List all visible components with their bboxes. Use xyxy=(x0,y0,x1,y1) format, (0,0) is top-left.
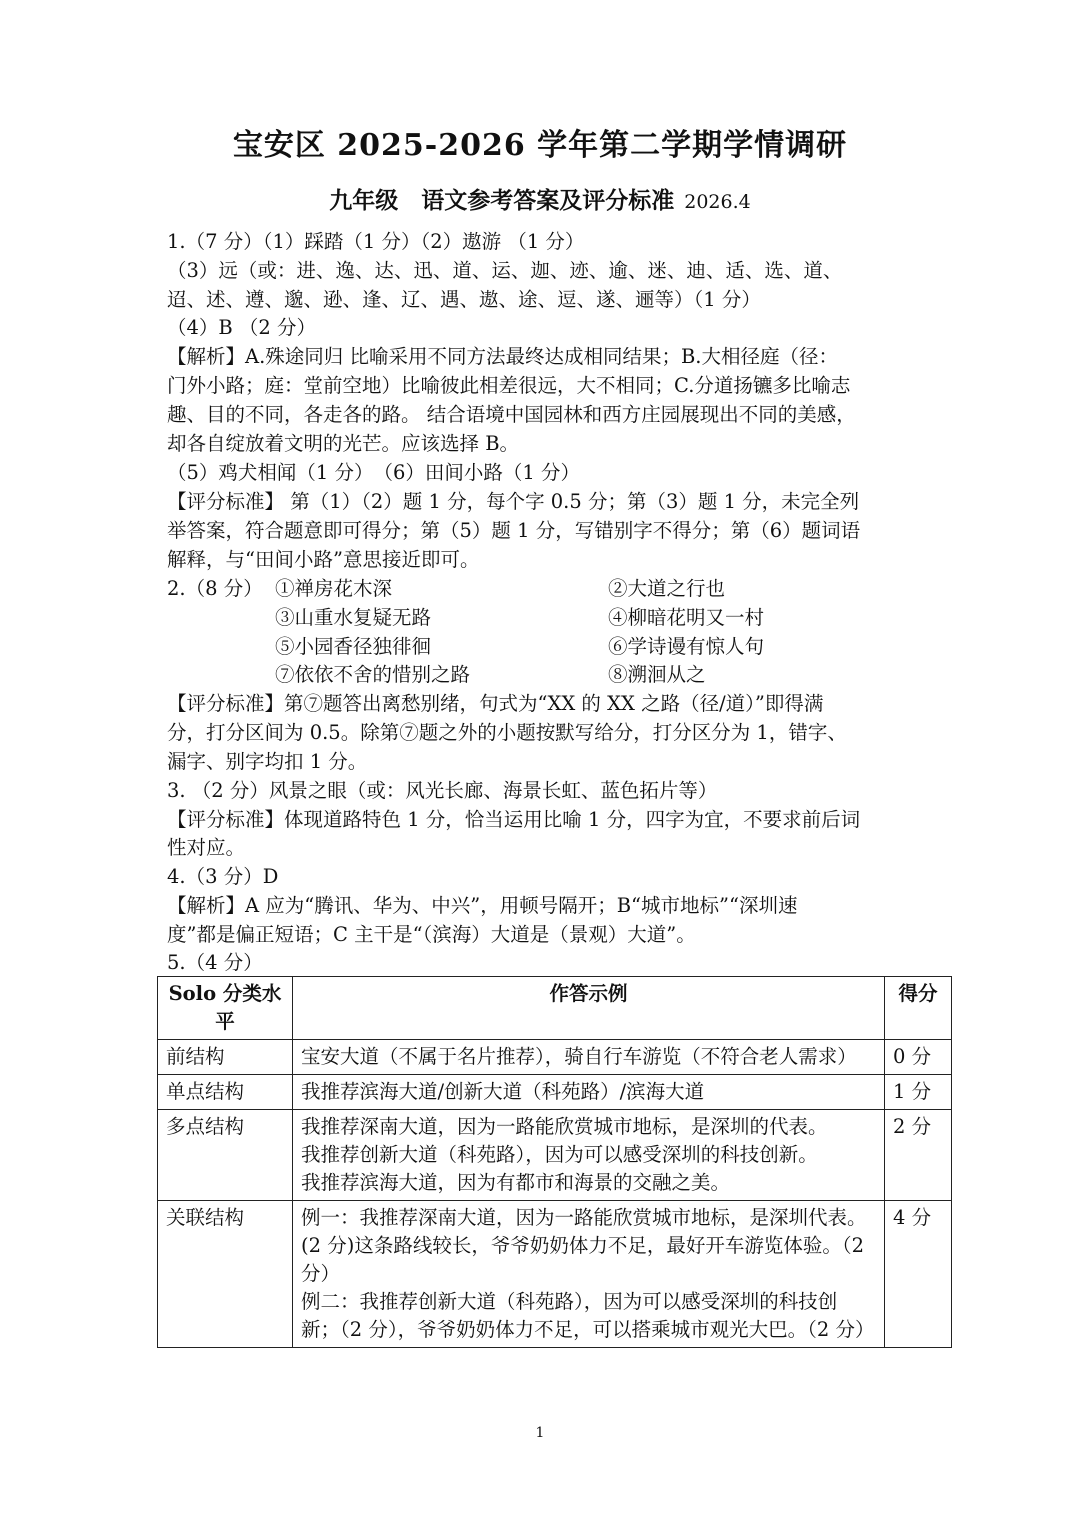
q2-answer: ⑧溯洄从之 xyxy=(608,663,706,686)
text-line: 迢、述、遵、邈、逊、逢、辽、遇、遨、途、逗、遂、逦等）（1 分） xyxy=(167,288,761,311)
page-number: 1 xyxy=(535,1425,545,1441)
q2-answer: ⑥学诗谩有惊人句 xyxy=(608,635,765,658)
solo-scoring-table xyxy=(157,976,952,1348)
document-title: 宝安区 2025-2026 学年第二学期学情调研 xyxy=(232,128,848,163)
table-row xyxy=(158,1110,952,1201)
example-cell: 我推荐深南大道，因为一路能欣赏城市地标，是深圳的代表。 我推荐创新大道（科苑路），因为可以感受深圳的科技创新。 我推荐滨海大道，因为有都市和海景的交融之美。 xyxy=(293,1110,885,1201)
text-line: 5.（4 分） xyxy=(167,951,263,974)
table-header-row xyxy=(158,977,952,1040)
level-cell: 前结构 xyxy=(158,1040,293,1075)
q2-answer: ②大道之行也 xyxy=(608,577,726,600)
text-line: 3. （2 分）风景之眼（或：风光长廊、海景长虹、蓝色拓片等） xyxy=(167,779,718,802)
q2-answer: ④柳暗花明又一村 xyxy=(608,606,765,629)
table-header-level: Solo 分类水平 xyxy=(158,977,293,1040)
score-cell: 0 分 xyxy=(885,1040,952,1075)
level-cell: 多点结构 xyxy=(158,1110,293,1201)
table-header-score: 得分 xyxy=(885,977,952,1040)
q2-answer: ⑤小园香径独徘徊 xyxy=(275,635,432,658)
q2-head: 2.（8 分） xyxy=(167,577,263,600)
table-row xyxy=(158,1201,952,1348)
text-line: （4）B （2 分） xyxy=(167,316,317,339)
text-line: 【评分标准】体现道路特色 1 分，恰当运用比喻 1 分，四字为宜，不要求前后词 xyxy=(167,808,861,831)
text-line: 趣、目的不同，各走各的路。 结合语境中国园林和西方庄园展现出不同的美感， xyxy=(167,403,856,426)
example-cell: 宝安大道（不属于名片推荐），骑自行车游览（不符合老人需求） xyxy=(293,1040,885,1075)
text-line: 【解析】A.殊途同归 比喻采用不同方法最终达成相同结果；B.大相径庭（径： xyxy=(167,345,839,368)
q2-answer: ③山重水复疑无路 xyxy=(275,606,432,629)
document-date: 2026.4 xyxy=(684,191,751,213)
text-line: 门外小路；庭：堂前空地）比喻彼此相差很远，大不相同；C.分道扬镳多比喻志 xyxy=(167,374,851,397)
text-line: 举答案，符合题意即可得分；第（5）题 1 分，写错别字不得分；第（6）题词语 xyxy=(167,519,861,542)
score-cell: 1 分 xyxy=(885,1075,952,1110)
example-cell: 我推荐滨海大道/创新大道（科苑路）/滨海大道 xyxy=(293,1075,885,1110)
text-line: 4.（3 分）D xyxy=(167,865,279,888)
document-subtitle xyxy=(0,182,1080,215)
q2-answer: ⑦依依不舍的惜别之路 xyxy=(275,663,471,686)
subtitle-text: 九年级 语文参考答案及评分标准 xyxy=(329,187,675,214)
text-line: （5）鸡犬相闻（1 分） （6）田间小路（1 分） xyxy=(167,461,581,484)
text-line: 【评分标准】第⑦题答出离愁别绪，句式为“XX 的 XX 之路（径/道）”即得满 xyxy=(167,692,824,715)
score-cell: 4 分 xyxy=(885,1201,952,1348)
text-line: 1.（7 分）（1）踩踏（1 分）（2）遨游 （1 分） xyxy=(167,230,585,253)
q2-answer: ①禅房花木深 xyxy=(275,577,393,600)
score-cell: 2 分 xyxy=(885,1110,952,1201)
table-header-example: 作答示例 xyxy=(293,977,885,1040)
text-line: 却各自绽放着文明的光芒。应该选择 B。 xyxy=(167,432,520,455)
text-line: 漏字、别字均扣 1 分。 xyxy=(167,750,368,773)
text-line: 解释，与“田间小路”意思接近即可。 xyxy=(167,548,480,571)
text-line: 分，打分区间为 0.5。除第⑦题之外的小题按默写给分，打分区分为 1，错字、 xyxy=(167,721,847,744)
table-row xyxy=(158,1075,952,1110)
level-cell: 关联结构 xyxy=(158,1201,293,1348)
text-line: 性对应。 xyxy=(167,836,246,859)
level-cell: 单点结构 xyxy=(158,1075,293,1110)
text-line: 【评分标准】 第（1）（2）题 1 分，每个字 0.5 分；第（3）题 1 分，未完全列 xyxy=(167,490,860,513)
table-row xyxy=(158,1040,952,1075)
text-line: 度”都是偏正短语；C 主干是“（滨海）大道是（景观）大道”。 xyxy=(167,923,696,946)
text-line: （3）远（或：进、逸、达、迅、道、运、迦、迹、逾、迷、迪、适、选、道、 xyxy=(167,259,843,282)
text-line: 【解析】A 应为“腾讯、华为、中兴”，用顿号隔开；B“城市地标”“深圳速 xyxy=(167,894,798,917)
example-cell: 例一：我推荐深南大道，因为一路能欣赏城市地标，是深圳代表。(2 分)这条路线较长，爷爷奶奶体力不足，最好开车游览体验。（2 分） 例二：我推荐创新大道（科苑路），因为可以感受深圳的科技创新；（2 分），爷爷奶奶体力不足，可以搭乘城市观光大巴。（2 分） xyxy=(293,1201,885,1348)
